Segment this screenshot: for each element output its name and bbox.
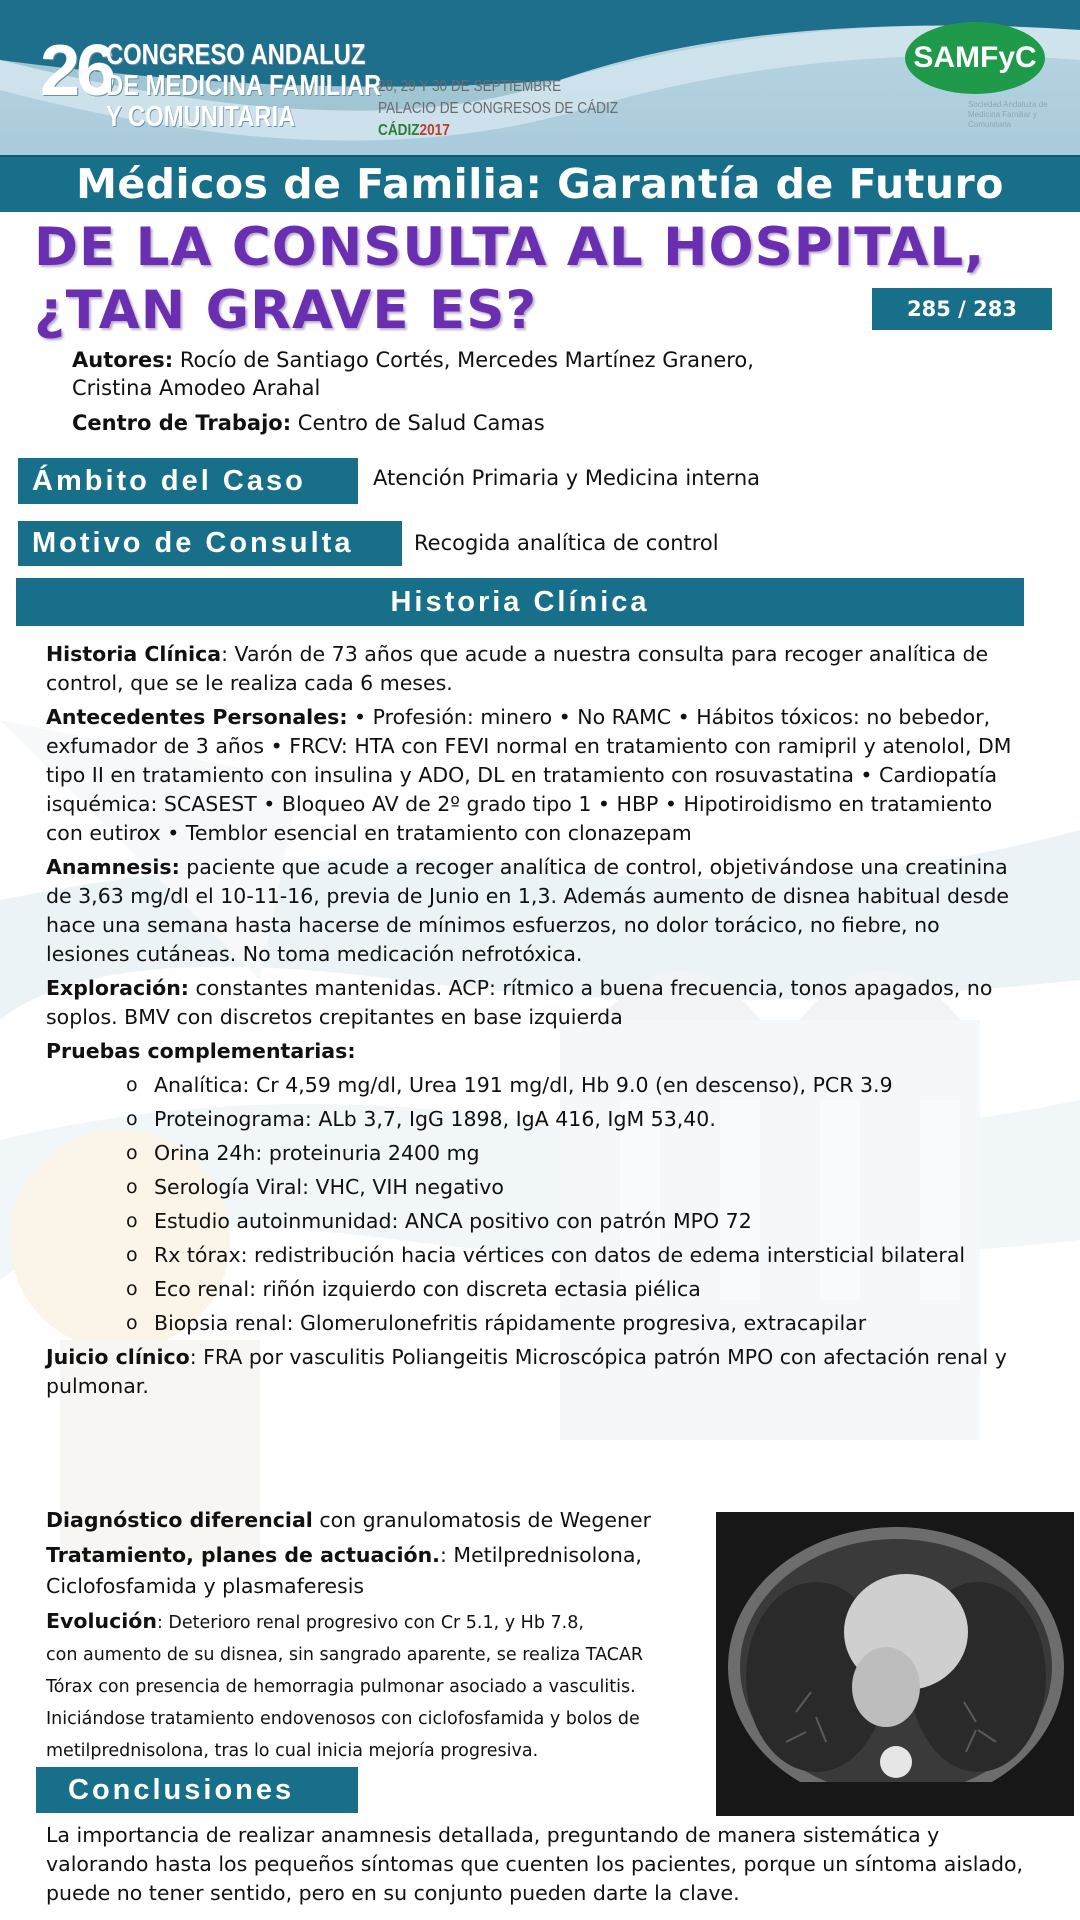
tr-text-1: : Metilprednisolona, [439, 1543, 642, 1567]
work-center-value: Centro de Salud Camas [297, 411, 545, 435]
jc-text: : FRA por vasculitis Poliangeitis Microscópica patrón MPO con afectación renal y pulmonar. [46, 1345, 1007, 1398]
reason-value: Recogida analítica de control [414, 531, 719, 555]
tr-text-2: Ciclofosfamida y plasmaferesis [46, 1574, 365, 1598]
list-item: o Orina 24h: proteinuria 2400 mg [126, 1139, 1026, 1168]
slogan-banner [0, 155, 1080, 212]
scope-value: Atención Primaria y Medicina interna [373, 466, 761, 490]
ex-text: constantes mantenidas. ACP: rítmico a buena frecuencia, tonos apagados, no soplos. BMV con discretos crepitantes en base izquierda [46, 976, 993, 1029]
year-text: 2017 [419, 122, 450, 139]
list-item: o Biopsia renal: Glomerulonefritis rápidamente progresiva, extracapilar [126, 1309, 1026, 1338]
city-year [378, 120, 618, 142]
poster-code-badge: 285 / 283 [872, 288, 1052, 330]
list-item: o Eco renal: riñón izquierdo con discreta ectasia piélica [126, 1275, 1026, 1304]
samfyc-logo: SAMFyC [905, 22, 1045, 94]
authors-label: Autores: [72, 348, 174, 372]
title-line-1: DE LA CONSULTA AL HOSPITAL, [34, 217, 986, 278]
clinical-history-continued [46, 1505, 714, 1770]
ex-paragraph [46, 974, 1026, 1032]
tests-paragraph [46, 1037, 1026, 1066]
an-label: Anamnesis: [46, 855, 180, 879]
authors-line-2: Cristina Amodeo Arahal [72, 376, 321, 400]
slogan-text: Médicos de Familia: Garantía de Futuro [76, 160, 1004, 208]
ev-line: metilprednisolona, tras lo cual inicia mejoría progresiva. [46, 1741, 539, 1761]
work-center [72, 409, 545, 437]
list-item: o Serología Viral: VHC, VIH negativo [126, 1173, 1026, 1202]
conclusions-text: La importancia de realizar anamnesis detallada, preguntando de manera sistemática y valorando hasta los pequeños síntomas que cuenten los pacientes, porque un síntoma aislado, puede no tener sentido, pero en su conjunto pueden darte la clave. [46, 1823, 1024, 1905]
tests-list [46, 1071, 1026, 1338]
city-text: CÁDIZ [378, 122, 420, 139]
ev-paragraph [46, 1606, 714, 1766]
dates-text: 28, 29 Y 30 DE SEPTIEMBRE [378, 78, 562, 95]
hc-text: : Varón de 73 años que acude a nuestra consulta para recoger analítica de control, que se le realiza cada 6 meses. [46, 642, 989, 695]
congress-name-line: CONGRESO ANDALUZ [106, 39, 366, 71]
congress-dates [378, 76, 618, 142]
hc-label: Historia Clínica [46, 642, 222, 666]
tests-label: Pruebas complementarias: [46, 1039, 356, 1063]
list-item: o Estudio autoinmunidad: ANCA positivo con patrón MPO 72 [126, 1207, 1026, 1236]
ev-line: Tórax con presencia de hemorragia pulmonar asociado a vasculitis. [46, 1677, 636, 1697]
ev-line: Iniciándose tratamiento endovenosos con ciclofosfamida y bolos de [46, 1709, 640, 1729]
jc-paragraph [46, 1343, 1026, 1401]
tr-label: Tratamiento, planes de actuación. [46, 1543, 440, 1567]
reason-label: Motivo de Consulta [18, 521, 402, 566]
scope-label: Ámbito del Caso [18, 458, 358, 504]
list-item: o Proteinograma: ALb 3,7, IgG 1898, IgA 416, IgM 53,40. [126, 1105, 1026, 1134]
clinical-history [46, 640, 1026, 1406]
ap-paragraph [46, 703, 1026, 848]
hc-paragraph [46, 640, 1026, 698]
title-line-2: ¿TAN GRAVE ES? [34, 280, 538, 341]
dd-text: con granulomatosis de Wegener [312, 1508, 652, 1532]
logo-subtitle: Sociedad Andaluza de Medicina Familiar y Comunitaria [968, 100, 1048, 129]
jc-label: Juicio clínico [46, 1345, 190, 1369]
ev-line: con aumento de su disnea, sin sangrado aparente, se realiza TACAR [46, 1645, 644, 1665]
ct-scan-graphic [716, 1512, 1074, 1816]
ev-line: : Deterioro renal progresivo con Cr 5.1, y Hb 7.8, [156, 1613, 584, 1633]
edition-number: 26 [40, 31, 113, 111]
history-section-header: Historia Clínica [16, 578, 1024, 626]
conclusions-header: Conclusiones [36, 1767, 358, 1813]
list-item: o Analítica: Cr 4,59 mg/dl, Urea 191 mg/dl, Hb 9.0 (en descenso), PCR 3.9 [126, 1071, 1026, 1100]
dd-label: Diagnóstico diferencial [46, 1508, 313, 1532]
list-item: o Rx tórax: redistribución hacia vértices con datos de edema intersticial bilateral [126, 1241, 1026, 1270]
tr-paragraph [46, 1540, 714, 1602]
an-paragraph [46, 853, 1026, 969]
dd-paragraph [46, 1505, 714, 1536]
congress-name [106, 40, 381, 133]
ex-label: Exploración: [46, 976, 190, 1000]
poster-title [34, 216, 985, 342]
authors-line-1: Rocío de Santiago Cortés, Mercedes Martínez Granero, [179, 348, 754, 372]
ap-text: • Profesión: minero • No RAMC • Hábitos tóxicos: no bebedor, exfumador de 3 años • FRCV: HTA con FEVI normal en tratamiento con ramipril y atenolol, DM tipo II en tratamiento con insulina y ADO, DL en tratamiento con rosuvastatina • Cardiopatía isquémica: SCASEST • Bloqueo AV de 2º grado tipo 1 • HBP • Hipotiroidismo en tratamiento con eutirox • Temblor esencial en tratamiento con clonazepam [46, 705, 1012, 845]
authors [72, 346, 754, 402]
venue-text: PALACIO DE CONGRESOS DE CÁDIZ [378, 100, 619, 117]
congress-name-line: DE MEDICINA FAMILIAR [106, 70, 382, 102]
chest-ct-scan-image [716, 1512, 1074, 1816]
congress-name-line: Y COMUNITARIA [106, 101, 296, 133]
ev-label: Evolución [46, 1609, 157, 1633]
work-center-label: Centro de Trabajo: [72, 411, 292, 435]
ap-label: Antecedentes Personales: [46, 705, 348, 729]
an-text: paciente que acude a recoger analítica de control, objetivándose una creatinina de 3,63 mg/dl el 10-11-16, previa de Junio en 1,3. Además aumento de disnea habitual desde hace una semana hasta hacerse de mínimos esfuerzos, no dolor torácico, no fiebre, no lesiones cutáneas. No toma medicación nefrotóxica. [46, 855, 1009, 966]
congress-header [0, 0, 1080, 155]
